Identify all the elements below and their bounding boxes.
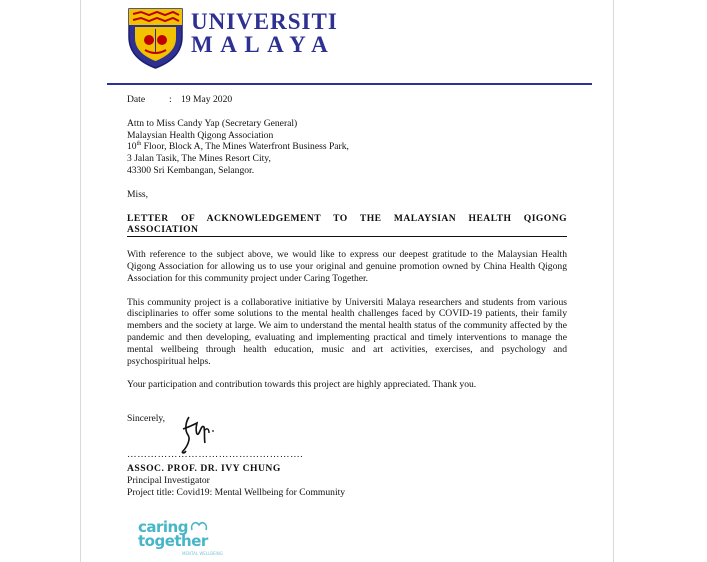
signature-line: ……………………………………………. [127,448,304,460]
salutation: Miss, [127,188,149,200]
address-line-floor: 10th Floor, Block A, The Mines Waterfront Business Park, [127,141,349,153]
date-separator: : [169,94,172,105]
letter-body [127,94,567,498]
logo-wordmark-line-2: MALAYA [191,32,336,57]
caring-together-logo [138,518,223,558]
logo-wordmark-line-1: UNIVERSITI [191,9,338,34]
closing: Sincerely, [127,413,166,425]
project-title: Project title: Covid19: Mental Wellbeing for Community [127,486,346,498]
date-label: Date [127,94,146,105]
logo-tagline: MENTAL WELLBEING [182,551,223,556]
header-divider [107,83,592,85]
address-line-attn: Attn to Miss Candy Yap (Secretary General) [127,117,298,129]
crest-icon [127,7,184,69]
page-edge-right [613,0,614,562]
paragraph-reference: With reference to the subject above, we would like to express our deepest gratitude to the Malaysian Health Qigong Association for allowing us to use your original and genuine promotion owned by China Health Qigong Association for this community project under Caring Together. [127,249,567,284]
address-line-street: 3 Jalan Tasik, The Mines Resort City, [127,153,271,165]
paragraph-project: This community project is a collaborative initiative by Universiti Malaya researchers and students from various disciplinaries to offer some solutions to the mental health challenges faced by COVID-19 patients, their family members and the society at large. We aim to understand the mental health status of the community affected by the pandemic and then developing, evaluating and implementing practical and timely interventions to manage the mental wellbeing through health education, music and art activities, exercises, and psychology and psychospiritual helps. [127,296,567,367]
recipient-address [127,118,567,177]
logo-together-text: together [138,532,208,550]
university-logo [127,7,347,73]
address-line-city: 43300 Sri Kembangan, Selangor. [127,164,255,176]
signer-name: ASSOC. PROF. DR. IVY CHUNG [127,462,281,474]
page-edge-left [80,0,81,562]
signature-area [127,425,567,463]
date-value: 19 May 2020 [181,94,233,105]
paragraph-thanks: Your participation and contribution towards this project are highly appreciated. Thank you. [127,379,477,391]
signer-role: Principal Investigator [127,474,210,486]
date-row [127,94,567,106]
subject-heading: LETTER OF ACKNOWLEDGEMENT TO THE MALAYSIAN HEALTH QIGONG ASSOCIATION [127,212,567,236]
logo-caring-text: caring [138,518,188,536]
address-line-org: Malaysian Health Qigong Association [127,129,274,141]
